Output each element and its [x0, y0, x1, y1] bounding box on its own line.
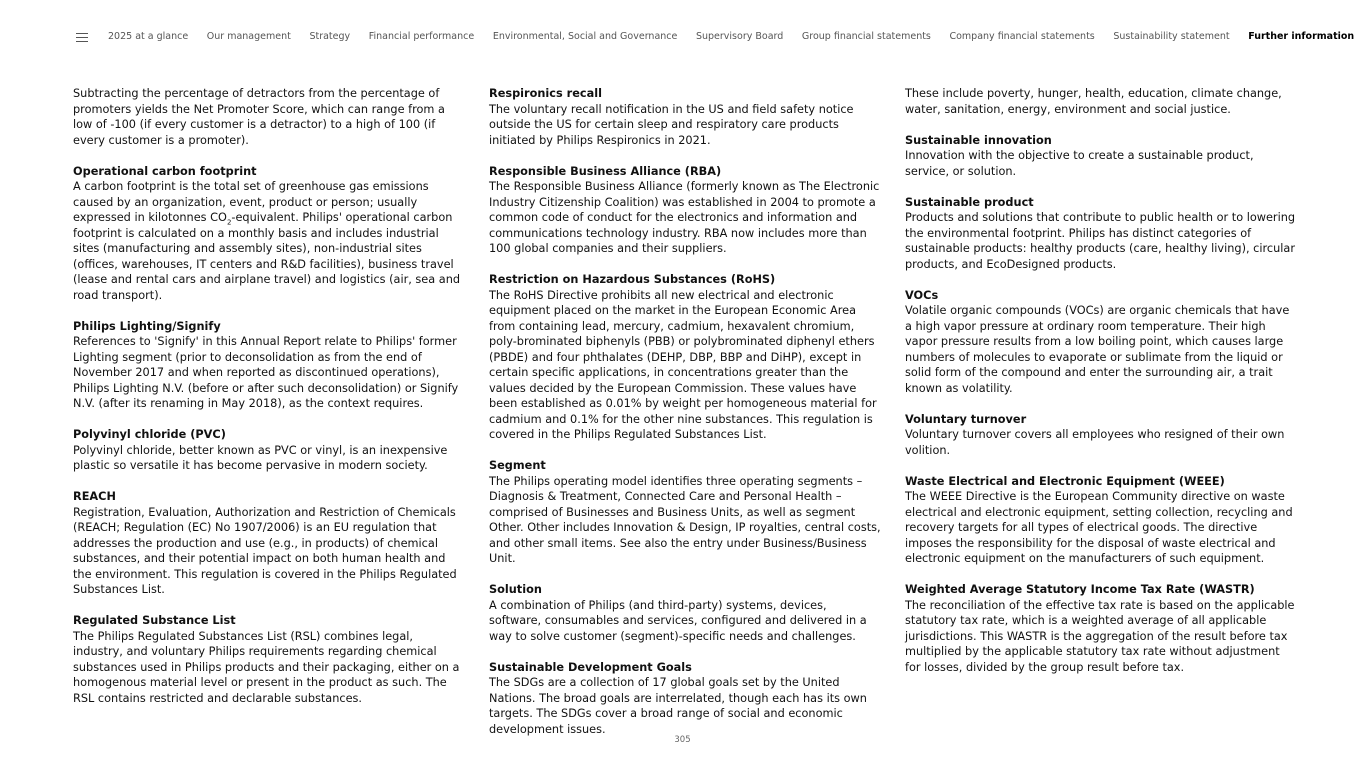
glossary-term: Restriction on Hazardous Substances (RoHS)	[489, 273, 776, 286]
glossary-definition: The SDGs are a collection of 17 global goals set by the United Nations. The broad goals are interrelated, though each has its own targets. The SDGs cover a broad range of social and economic development issues.	[489, 676, 867, 736]
glossary-definition: Volatile organic compounds (VOCs) are organic chemicals that have a high vapor pressure at ordinary room temperature. Their high vapor pressure results from a low boiling point, which causes large numbers of molecules to evaporate or sublimate from the liquid or solid form of the compound and enter the surrounding air, a trait known as volatility.	[905, 304, 1290, 395]
glossary-term: Responsible Business Alliance (RBA)	[489, 164, 722, 178]
column-1	[73, 86, 465, 722]
nav-item-esg[interactable]: Environmental, Social and Governance	[492, 31, 678, 42]
nav-item-group-financial-statements[interactable]: Group financial statements	[801, 31, 931, 42]
glossary-lead-text: These include poverty, hunger, health, education, climate change, water, sanitation, energy, environment and social justice.	[905, 87, 1282, 116]
glossary-entry	[489, 272, 881, 443]
glossary-term: Segment	[489, 459, 546, 472]
glossary-term: Voluntary turnover	[905, 412, 1027, 426]
glossary-definition: The reconciliation of the effective tax rate is based on the applicable statutory tax rate, which is a weighted average of all applicable jurisdictions. This WASTR is the aggregation of the result before tax multiplied by the applicable statutory tax rate without adjustment for losses, divided by the group result before tax.	[905, 598, 1295, 674]
glossary-term: Operational carbon footprint	[73, 164, 257, 178]
glossary-entry	[489, 660, 881, 738]
glossary-entry	[73, 319, 465, 412]
column-2	[489, 86, 881, 753]
glossary-definition: Innovation with the objective to create a sustainable product, service, or solution.	[905, 149, 1254, 178]
glossary-term: VOCs	[905, 288, 939, 302]
glossary-term: Philips Lighting/Signify	[73, 319, 221, 333]
nav-item-our-management[interactable]: Our management	[206, 31, 291, 42]
nav-item-company-financial-statements[interactable]: Company financial statements	[949, 31, 1095, 42]
glossary-term: Waste Electrical and Electronic Equipment (WEEE)	[905, 474, 1225, 488]
glossary-definition: Products and solutions that contribute to public health or to lowering the environmental footprint. Philips has distinct categories of sustainable products: healthy products (care, healthy living), circular products, and EcoDesigned products.	[905, 211, 1296, 271]
glossary-term: Respironics recall	[489, 87, 602, 100]
glossary-term: Polyvinyl chloride (PVC)	[73, 428, 226, 441]
glossary-lead-text: Subtracting the percentage of detractors from the percentage of promoters yields the Net Promoter Score, which can range from a low of -100 (if every customer is a detractor) to a high of 100 (if every customer is a promoter).	[73, 87, 445, 147]
glossary-definition: Registration, Evaluation, Authorization and Restriction of Chemicals (REACH; Regulation (EC) No 1907/2006) is an EU regulation that addresses the production and use (e.g., in products) of chemical substances, and their potential impact on both human health and the environment. This regulation is covered in the Philips Regulated Substances List.	[73, 505, 457, 596]
glossary-entry	[905, 412, 1297, 459]
glossary-term: Weighted Average Statutory Income Tax Rate (WASTR)	[905, 583, 1255, 596]
definition-text-part: -equivalent. Philips' operational carbon footprint is calculated on a monthly basis and includes industrial sites (manufacturing and assembly sites), non-industrial sites (offices, warehouses, IT centers and R&D facilities), business travel (lease and rental cars and airplane travel) and logistics (air, sea and road transport).	[73, 211, 461, 302]
glossary-entry	[905, 474, 1297, 567]
subscript-text: 2	[226, 218, 232, 227]
glossary-definition: The voluntary recall notification in the US and field safety notice outside the US for certain sleep and respiratory care products initiated by Philips Respironics in 2021.	[489, 102, 854, 147]
glossary-entry	[905, 133, 1297, 180]
glossary-entry	[489, 582, 881, 644]
glossary-entry	[905, 195, 1297, 273]
glossary-entry	[73, 613, 465, 706]
glossary-definition: The Philips Regulated Substances List (RSL) combines legal, industry, and voluntary Philips requirements regarding chemical substances used in Philips products and their packaging, either on a homogenous material level or present in the product as such. The RSL contains restricted and declarable substances.	[73, 629, 460, 705]
glossary-term: Regulated Substance List	[73, 614, 236, 627]
glossary-definition: The Philips operating model identifies three operating segments – Diagnosis & Treatment, Connected Care and Personal Health – comprised of Businesses and Business Units, as well as segment Other. Other includes Innovation & Design, IP royalties, central costs, and other small items. See also the entry under Business/Business Unit.	[489, 474, 881, 565]
nav-item-further-information[interactable]: Further information	[1248, 31, 1355, 42]
glossary-term: Sustainable innovation	[905, 133, 1052, 147]
glossary-definition: The RoHS Directive prohibits all new electrical and electronic equipment placed on the market in the European Economic Area from containing lead, mercury, cadmium, hexavalent chromium, poly-brominated biphenyls (PBB) or polybrominated diphenyl ethers (PBDE) and four phthalates (DEHP, DBP, BBP and DiHP), except in certain specific applications, in concentrations greater than the values decided by the European Commission. These values have been established as 0.01% by weight per homogeneous material for cadmium and 0.1% for the other nine substances. This regulation is covered in the Philips Regulated Substances List.	[489, 288, 877, 441]
column-3	[905, 86, 1297, 691]
glossary-term: Sustainable Development Goals	[489, 660, 692, 674]
glossary-entry	[489, 458, 881, 567]
glossary-definition: References to 'Signify' in this Annual Report relate to Philips' former Lighting segment (prior to deconsolidation as from the end of November 2017 and when reported as discontinued operations), Philips Lighting N.V. (before or after such deconsolidation) or Signify N.V. (after its renaming in May 2018), as the context requires.	[73, 335, 459, 410]
glossary-definition: The Responsible Business Alliance (formerly known as The Electronic Industry Citizenship Coalition) was established in 2004 to promote a common code of conduct for the electronics and information and communications technology industry. RBA now includes more than 100 global companies and their suppliers.	[489, 180, 880, 255]
hamburger-menu-icon[interactable]	[76, 33, 88, 42]
glossary-definition: The WEEE Directive is the European Community directive on waste electrical and electronic equipment, setting collection, recycling and recovery targets for all types of electrical goods. The directive imposes the responsibility for the disposal of waste electrical and electronic equipment on the manufacturers of such equipment.	[905, 490, 1293, 565]
nav-item-sustainability-statement[interactable]: Sustainability statement	[1113, 31, 1230, 42]
nav-item-financial-performance[interactable]: Financial performance	[368, 31, 475, 42]
glossary-entry	[489, 164, 881, 257]
top-navigation	[0, 0, 1365, 74]
glossary-entry	[905, 582, 1297, 675]
nav-item-strategy[interactable]: Strategy	[309, 31, 351, 42]
glossary-definition: A combination of Philips (and third-party) systems, devices, software, consumables and services, configured and delivered in a way to solve customer (segment)-specific needs and challenges.	[489, 598, 867, 643]
glossary-entry	[73, 489, 465, 598]
glossary-entry	[489, 86, 881, 148]
nav-items	[108, 31, 1365, 42]
glossary-definition: Voluntary turnover covers all employees who resigned of their own volition.	[905, 428, 1285, 457]
glossary-term: Sustainable product	[905, 195, 1034, 209]
glossary-entry	[905, 288, 1297, 397]
nav-item-supervisory-board[interactable]: Supervisory Board	[695, 31, 784, 42]
glossary-definition: Polyvinyl chloride, better known as PVC or vinyl, is an inexpensive plastic so versatile it has become pervasive in modern society.	[73, 443, 448, 472]
nav-item-at-a-glance[interactable]: 2025 at a glance	[108, 31, 189, 42]
glossary-term: Solution	[489, 583, 542, 596]
page-number: 305	[674, 735, 691, 745]
glossary-entry	[73, 427, 465, 474]
glossary-definition	[73, 179, 465, 303]
definition-text-part: A carbon footprint is the total set of greenhouse gas emissions caused by an organization, event, product or person; usually expressed in kilotonnes CO	[73, 180, 429, 224]
glossary-entry	[73, 164, 465, 304]
glossary-term: REACH	[73, 490, 116, 503]
